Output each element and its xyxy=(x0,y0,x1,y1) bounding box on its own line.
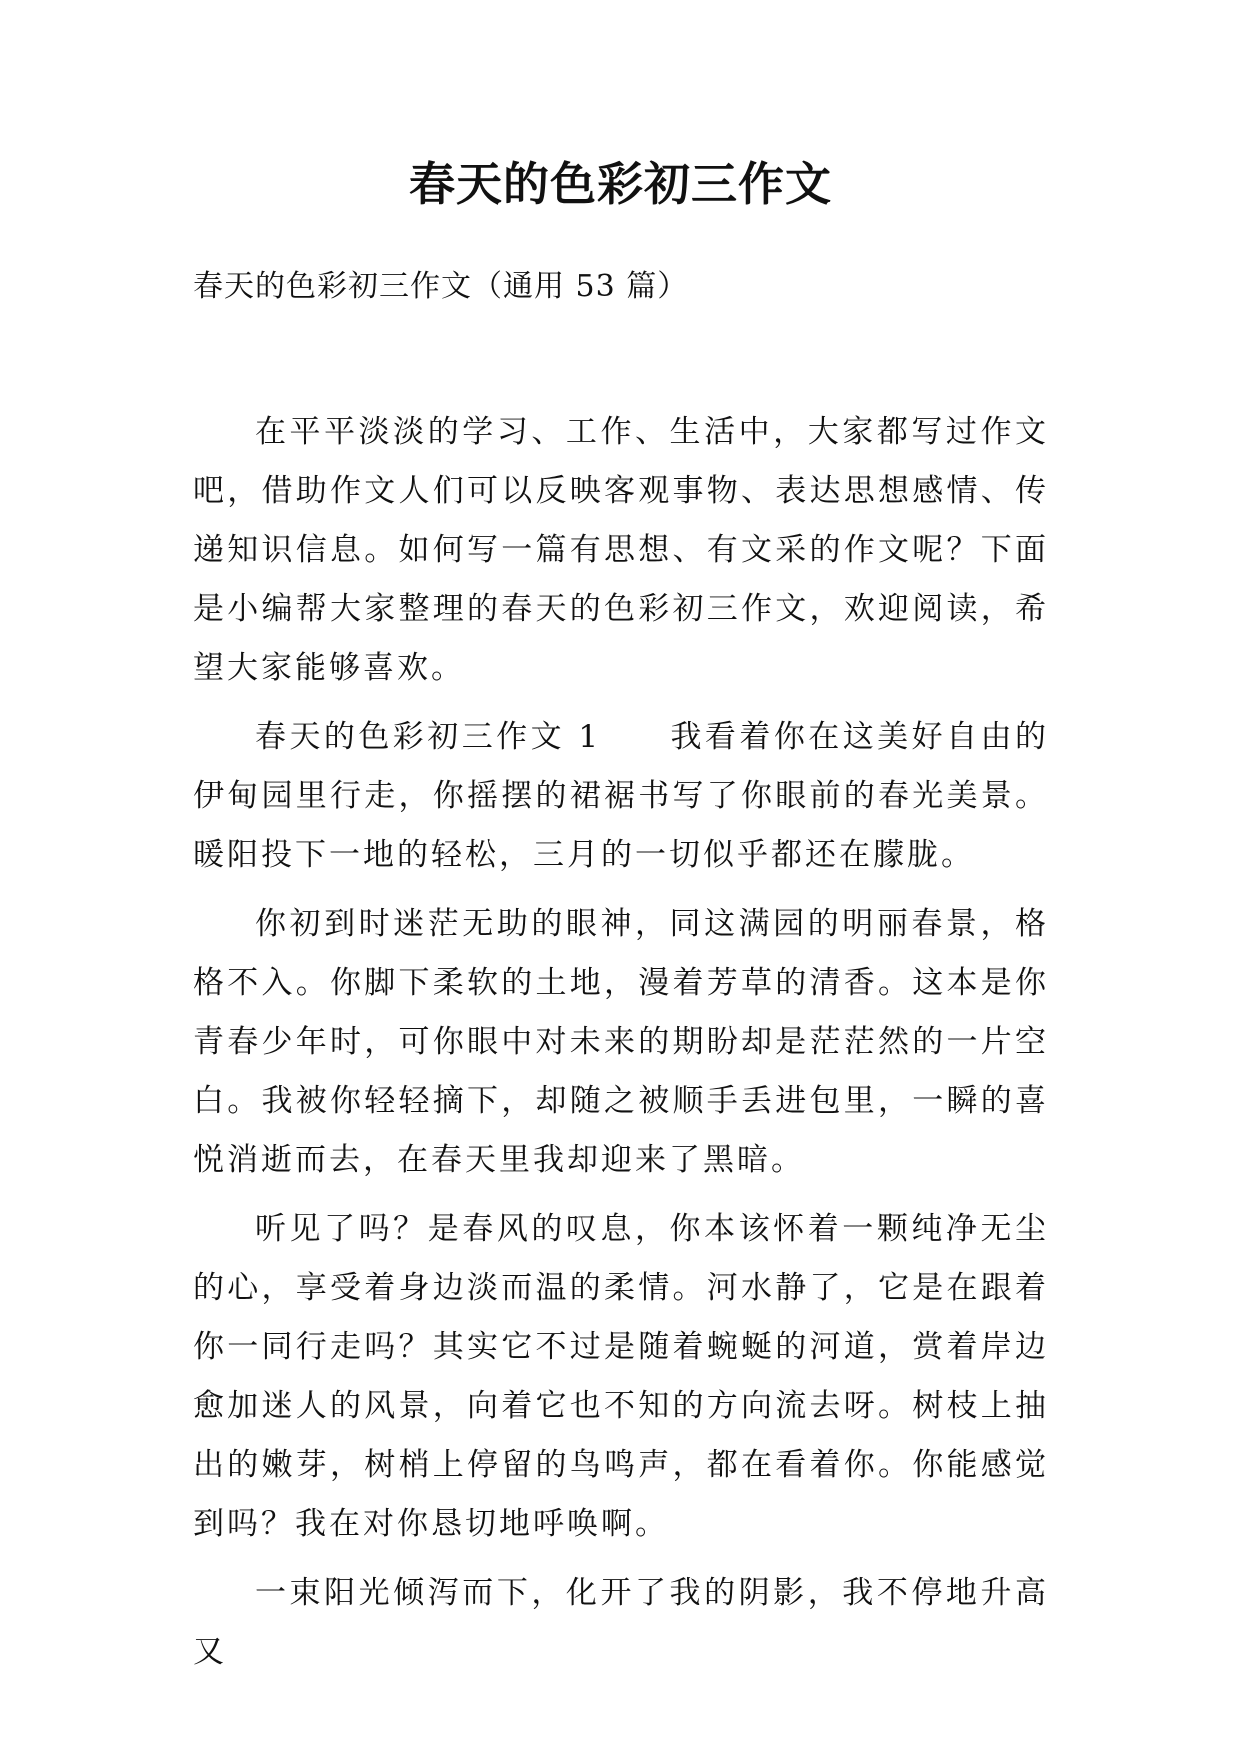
paragraph-intro: 在平平淡淡的学习、工作、生活中，大家都写过作文吧，借助作文人们可以反映客观事物、表达思想感情、传递知识信息。如何写一篇有思想、有文采的作文呢？下面是小编帮大家整理的春天的色彩初三作文，欢迎阅读，希望大家能够喜欢。 xyxy=(193,414,1049,686)
document-subtitle: 春天的色彩初三作文（通用 53 篇） xyxy=(193,269,689,304)
document-title: 春天的色彩初三作文 xyxy=(409,157,832,211)
paragraph-essay-1-fourth: 一束阳光倾泻而下，化开了我的阴影，我不停地升高又 xyxy=(193,1575,1049,1670)
document-body xyxy=(193,403,1049,1692)
paragraph-essay-1-opening: 春天的色彩初三作文 1 我看着你在这美好自由的伊甸园里行走，你摇摆的裙裾书写了你眼前的春光美景。暖阳投下一地的轻松，三月的一切似乎都还在朦胧。 xyxy=(193,719,1049,873)
paragraph-essay-1-second: 你初到时迷茫无助的眼神，同这满园的明丽春景，格格不入。你脚下柔软的土地，漫着芳草的清香。这本是你青春少年时，可你眼中对未来的期盼却是茫茫然的一片空白。我被你轻轻摘下，却随之被顺手丢进包里，一瞬的喜悦消逝而去，在春天里我却迎来了黑暗。 xyxy=(193,906,1049,1178)
paragraph-essay-1-third: 听见了吗？是春风的叹息，你本该怀着一颗纯净无尘的心，享受着身边淡而温的柔情。河水静了，它是在跟着你一同行走吗？其实它不过是随着蜿蜒的河道，赏着岸边愈加迷人的风景，向着它也不知的方向流去呀。树枝上抽出的嫩芽，树梢上停留的鸟鸣声，都在看着你。你能感觉到吗？我在对你恳切地呼唤啊。 xyxy=(193,1211,1049,1542)
